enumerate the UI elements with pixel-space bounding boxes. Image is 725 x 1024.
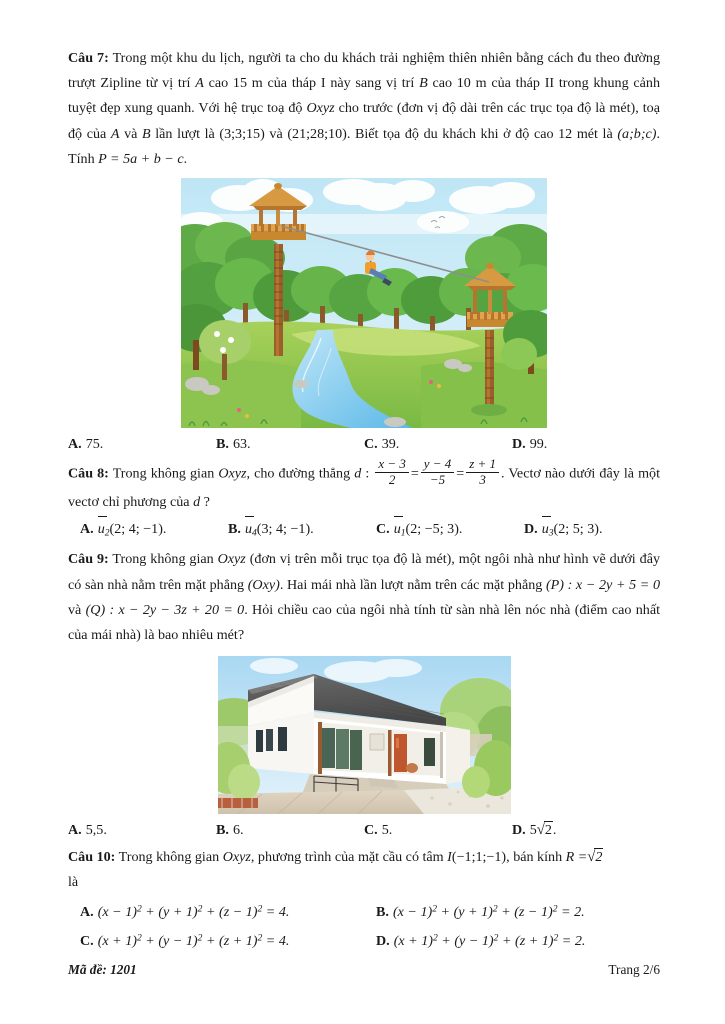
q7-option-d[interactable]	[512, 432, 660, 457]
exponent-two: 2	[493, 932, 499, 944]
q7-oxyz: Oxyz	[306, 100, 335, 117]
q7-option-c-key: C.	[364, 436, 378, 453]
q9-option-d-under: 2	[544, 822, 552, 839]
q10-part-4: là	[68, 874, 79, 891]
q9-option-c-key: C.	[364, 822, 378, 839]
exponent-two: 2	[257, 932, 263, 944]
q7-option-d-key: D.	[512, 436, 526, 453]
q9-option-d-tail: .	[552, 822, 557, 839]
q7-part-10: .	[183, 150, 188, 167]
question-10-answers-row-1	[68, 897, 672, 925]
q8-colon: :	[361, 465, 374, 482]
q8-option-d-tail: .	[598, 520, 603, 537]
q9-option-b-key: B.	[216, 822, 229, 839]
question-8	[68, 456, 660, 545]
q7-option-b[interactable]	[216, 432, 364, 457]
q10-b-rhs: 2	[574, 903, 582, 920]
question-7-answers	[68, 432, 660, 457]
q8-fraction-2	[421, 457, 454, 488]
page-number: Trang 2/6	[608, 962, 660, 977]
q8-option-c-vecname: u	[393, 520, 401, 537]
q10-part-3: , bán kính	[506, 849, 566, 866]
q7-part-1: Trong một khu du lịch, người ta cho du khách trải nghiệm thiên nhiên bằng cách đu theo đường trượt Zipline từ vị trí	[68, 50, 660, 92]
q10-b-term-2: y + 1	[458, 903, 489, 920]
q9-plane-p: (P) : x − 2y + 5 = 0	[545, 576, 661, 593]
q7-option-c-value: 39.	[381, 436, 400, 453]
q10-b-term-1: x − 1	[397, 903, 428, 920]
q10-option-a[interactable]	[80, 897, 376, 925]
q10-option-c-key: C.	[80, 933, 94, 950]
q8-option-d-value: (2; 5; 3)	[553, 520, 599, 537]
q9-plane-q: (Q) : x − 2y − 3z + 20 = 0	[85, 601, 245, 618]
q10-d-term-3: z + 1	[519, 933, 549, 950]
q8-fraction-1	[375, 457, 408, 488]
q7-part-2: cao 15 m của tháp I này sang vị trí	[203, 75, 420, 92]
q8-option-a-vecname: u	[97, 520, 105, 537]
q10-option-a-key: A.	[80, 903, 94, 920]
q10-option-d-key: D.	[376, 933, 390, 950]
q8-part-4: ?	[200, 493, 210, 510]
question-9-text	[68, 547, 660, 648]
q8-option-d[interactable]	[524, 516, 672, 546]
q10-b-term-3: z − 1	[518, 903, 549, 920]
q7-part-3: cao 10 m của tháp II trong khung cảnh tuyệt đẹp xung quanh. Với hệ trục toạ độ	[68, 75, 660, 117]
q8-frac2-num: y − 4	[423, 456, 452, 472]
q8-option-a[interactable]	[80, 516, 228, 546]
question-8-label: Câu 8:	[68, 465, 109, 482]
exam-code: Mã đề: 1201	[68, 962, 137, 977]
exponent-two: 2	[432, 903, 438, 915]
q10-d-term-2: y − 1	[459, 933, 489, 950]
q8-option-c[interactable]	[376, 516, 524, 546]
q9-option-b-value: 6.	[232, 822, 244, 839]
q10-part-1: Trong không gian	[118, 849, 223, 866]
radical-sign-icon: √	[536, 822, 545, 839]
question-10-label: Câu 10:	[68, 849, 116, 866]
exponent-two: 2	[492, 903, 498, 915]
q7-point-B-1: B	[419, 75, 428, 92]
q9-part-1: Trong không gian	[112, 551, 218, 568]
q7-coord-B: (21;28;10)	[287, 125, 347, 142]
q8-option-c-key: C.	[376, 520, 390, 537]
q10-option-a-equation: $(x - 1)^2 + (y + 1)^2 + (z - 1)^2 = 4$.	[97, 903, 290, 920]
q10-option-b-key: B.	[376, 903, 389, 920]
q8-option-d-vector	[542, 516, 554, 546]
q8-option-c-vector	[394, 516, 406, 546]
exponent-two: 2	[432, 932, 438, 944]
exponent-two: 2	[257, 903, 263, 915]
q8-part-2: , cho đường thẳng	[246, 465, 355, 482]
question-8-answers	[68, 516, 672, 546]
q10-option-d[interactable]	[376, 926, 672, 954]
page-content	[68, 46, 660, 956]
q10-option-c-equation: $(x + 1)^2 + (y - 1)^2 + (z + 1)^2 = 4$.	[97, 932, 290, 950]
q8-part-3: . Vectơ nào dưới đây là một vectơ chỉ phương của	[68, 465, 660, 510]
q7-option-a-key: A.	[68, 436, 82, 453]
q9-part-2: (đơn vị trên mỗi trục tọa độ là mét), một ngôi nhà như hình vẽ dưới đây có sàn nhà nằm trên mặt phẳng	[68, 551, 660, 593]
q8-equals-1: =	[410, 465, 419, 482]
q7-formula: P = 5a + b − c	[98, 150, 184, 167]
question-10	[68, 845, 660, 954]
q8-option-b[interactable]	[228, 516, 376, 546]
vector-arrow-icon	[245, 516, 254, 518]
q7-option-b-value: 63.	[232, 436, 251, 453]
q8-option-c-tail: .	[458, 520, 463, 537]
q10-option-c[interactable]	[80, 926, 376, 954]
question-9-figure-wrap	[68, 656, 660, 814]
q9-option-a-value: 5,5.	[85, 822, 107, 839]
q9-part-4: và	[68, 601, 86, 618]
q8-frac1-num: x − 3	[378, 456, 406, 472]
q9-option-c[interactable]	[364, 818, 512, 843]
q8-oxyz: Oxyz	[218, 465, 247, 482]
q8-fraction-3	[466, 457, 499, 488]
q8-option-a-vector	[98, 516, 110, 546]
q9-option-a-key: A.	[68, 822, 82, 839]
q10-c-term-3: z + 1	[223, 933, 253, 950]
question-8-text	[68, 456, 660, 515]
q8-line-d: d	[354, 465, 362, 482]
q10-center-coords: (−1;1;−1)	[451, 849, 507, 866]
q8-option-b-key: B.	[228, 520, 241, 537]
question-10-text-cont	[68, 870, 660, 895]
q8-part-1: Trong không gian	[112, 465, 219, 482]
q8-equals-2: =	[456, 465, 465, 482]
question-10-answers-row-2	[68, 926, 672, 954]
exponent-two: 2	[552, 903, 558, 915]
q8-option-c-subscript: 1	[400, 527, 406, 539]
question-9	[68, 547, 660, 843]
q10-a-rhs: 4	[278, 903, 286, 920]
q9-option-a[interactable]	[68, 818, 216, 843]
q10-radius-radical	[587, 845, 603, 870]
q7-point-A-2: A	[110, 125, 120, 142]
q7-option-d-value: 99.	[529, 436, 548, 453]
q8-option-d-vecname: u	[541, 520, 549, 537]
q8-option-b-vecname: u	[244, 520, 252, 537]
q8-frac3-num: z + 1	[469, 456, 496, 472]
q10-c-term-2: y − 1	[163, 933, 193, 950]
q9-option-c-value: 5.	[381, 822, 393, 839]
q7-option-c[interactable]	[364, 432, 512, 457]
radical-sign-icon: √	[587, 849, 596, 866]
q7-part-4: cho trước (đơn vị độ dài trên các trục tọa độ là mét), toạ độ của	[68, 100, 660, 142]
question-7-figure-wrap	[68, 178, 660, 428]
q9-option-d-coef: 5	[529, 822, 537, 839]
q7-coord-A: (3;3;15)	[219, 125, 265, 142]
q7-part-9: . Tính	[68, 125, 661, 167]
q8-option-a-subscript: 2	[104, 527, 110, 539]
q8-option-d-key: D.	[524, 520, 538, 537]
q9-option-d-radical	[530, 818, 553, 843]
q10-radius-eq: R =	[565, 849, 588, 866]
q10-radius-under: 2	[595, 849, 603, 866]
q10-option-b[interactable]	[376, 897, 672, 925]
q10-option-b-equation: $(x - 1)^2 + (y + 1)^2 + (z - 1)^2 = 2$.	[392, 903, 585, 920]
q7-part-7: và	[264, 125, 288, 142]
zipline-illustration	[181, 178, 547, 428]
q7-part-8: . Biết tọa độ du khách khi ở độ cao 12 mét là	[346, 125, 618, 142]
q8-option-b-value: (3; 4; −1)	[256, 520, 311, 537]
q10-d-rhs: 2	[574, 933, 582, 950]
q8-option-d-subscript: 3	[548, 527, 554, 539]
vector-arrow-icon	[542, 516, 551, 518]
question-9-label: Câu 9:	[68, 551, 109, 568]
q10-a-term-1: x − 1	[102, 903, 133, 920]
question-7-text	[68, 46, 660, 172]
question-7-label: Câu 7:	[68, 50, 109, 66]
q8-frac1-den: 2	[375, 472, 408, 488]
exponent-two: 2	[553, 932, 559, 944]
vector-arrow-icon	[394, 516, 403, 518]
q7-option-a[interactable]	[68, 432, 216, 457]
q10-part-2: , phương trình của mặt cầu có tâm	[250, 849, 448, 866]
q9-part-5: . Hỏi chiều cao của ngôi nhà tính từ sàn nhà lên nóc nhà (điểm cao nhất của mái nhà) là bao nhiêu mét?	[68, 601, 660, 644]
question-10-text	[68, 845, 660, 870]
q9-plane-oxy: (Oxy)	[247, 576, 280, 593]
q7-point-B-2: B	[142, 125, 151, 142]
q7-option-a-value: 75.	[85, 436, 104, 453]
q10-a-term-2: y + 1	[163, 903, 193, 920]
question-9-answers	[68, 818, 660, 843]
q10-c-term-1: x + 1	[102, 933, 133, 950]
q9-oxyz: Oxyz	[217, 551, 246, 568]
q10-option-d-equation: $(x + 1)^2 + (y - 1)^2 + (z + 1)^2 = 2$.	[393, 932, 586, 950]
q7-option-b-key: B.	[216, 436, 229, 453]
q10-oxyz: Oxyz	[222, 849, 251, 866]
q9-option-d[interactable]	[512, 818, 660, 843]
vector-arrow-icon	[98, 516, 107, 518]
q10-a-term-3: z − 1	[223, 903, 253, 920]
q8-line-d-2: d	[193, 493, 201, 510]
q10-c-rhs: 4	[278, 933, 286, 950]
q7-abc: (a;b;c)	[617, 125, 657, 142]
q8-option-b-subscript: 4	[251, 527, 257, 539]
q8-option-c-value: (2; −5; 3)	[405, 520, 459, 537]
exponent-two: 2	[197, 932, 203, 944]
q8-option-a-key: A.	[80, 520, 94, 537]
exponent-two: 2	[136, 903, 142, 915]
page-footer	[68, 962, 660, 978]
house-photo	[218, 656, 511, 814]
q8-frac3-den: 3	[466, 472, 499, 488]
q8-option-a-tail: .	[162, 520, 167, 537]
exponent-two: 2	[197, 903, 203, 915]
question-7	[68, 46, 660, 457]
q9-option-d-key: D.	[512, 822, 526, 839]
q10-d-term-1: x + 1	[398, 933, 429, 950]
q9-part-3: . Hai mái nhà lần lượt nằm trên các mặt phẳng	[279, 576, 546, 593]
q9-option-b[interactable]	[216, 818, 364, 843]
q7-part-5: và	[119, 125, 143, 142]
exponent-two: 2	[136, 932, 142, 944]
q8-option-a-value: (2; 4; −1)	[109, 520, 163, 537]
q7-point-A-1: A	[195, 75, 204, 92]
q8-frac2-den: −5	[421, 472, 454, 488]
q8-option-b-vector	[245, 516, 257, 546]
q8-option-b-tail: .	[310, 520, 314, 537]
q10-center-label: I	[447, 849, 452, 866]
q7-part-6: lần lượt là	[150, 125, 220, 142]
